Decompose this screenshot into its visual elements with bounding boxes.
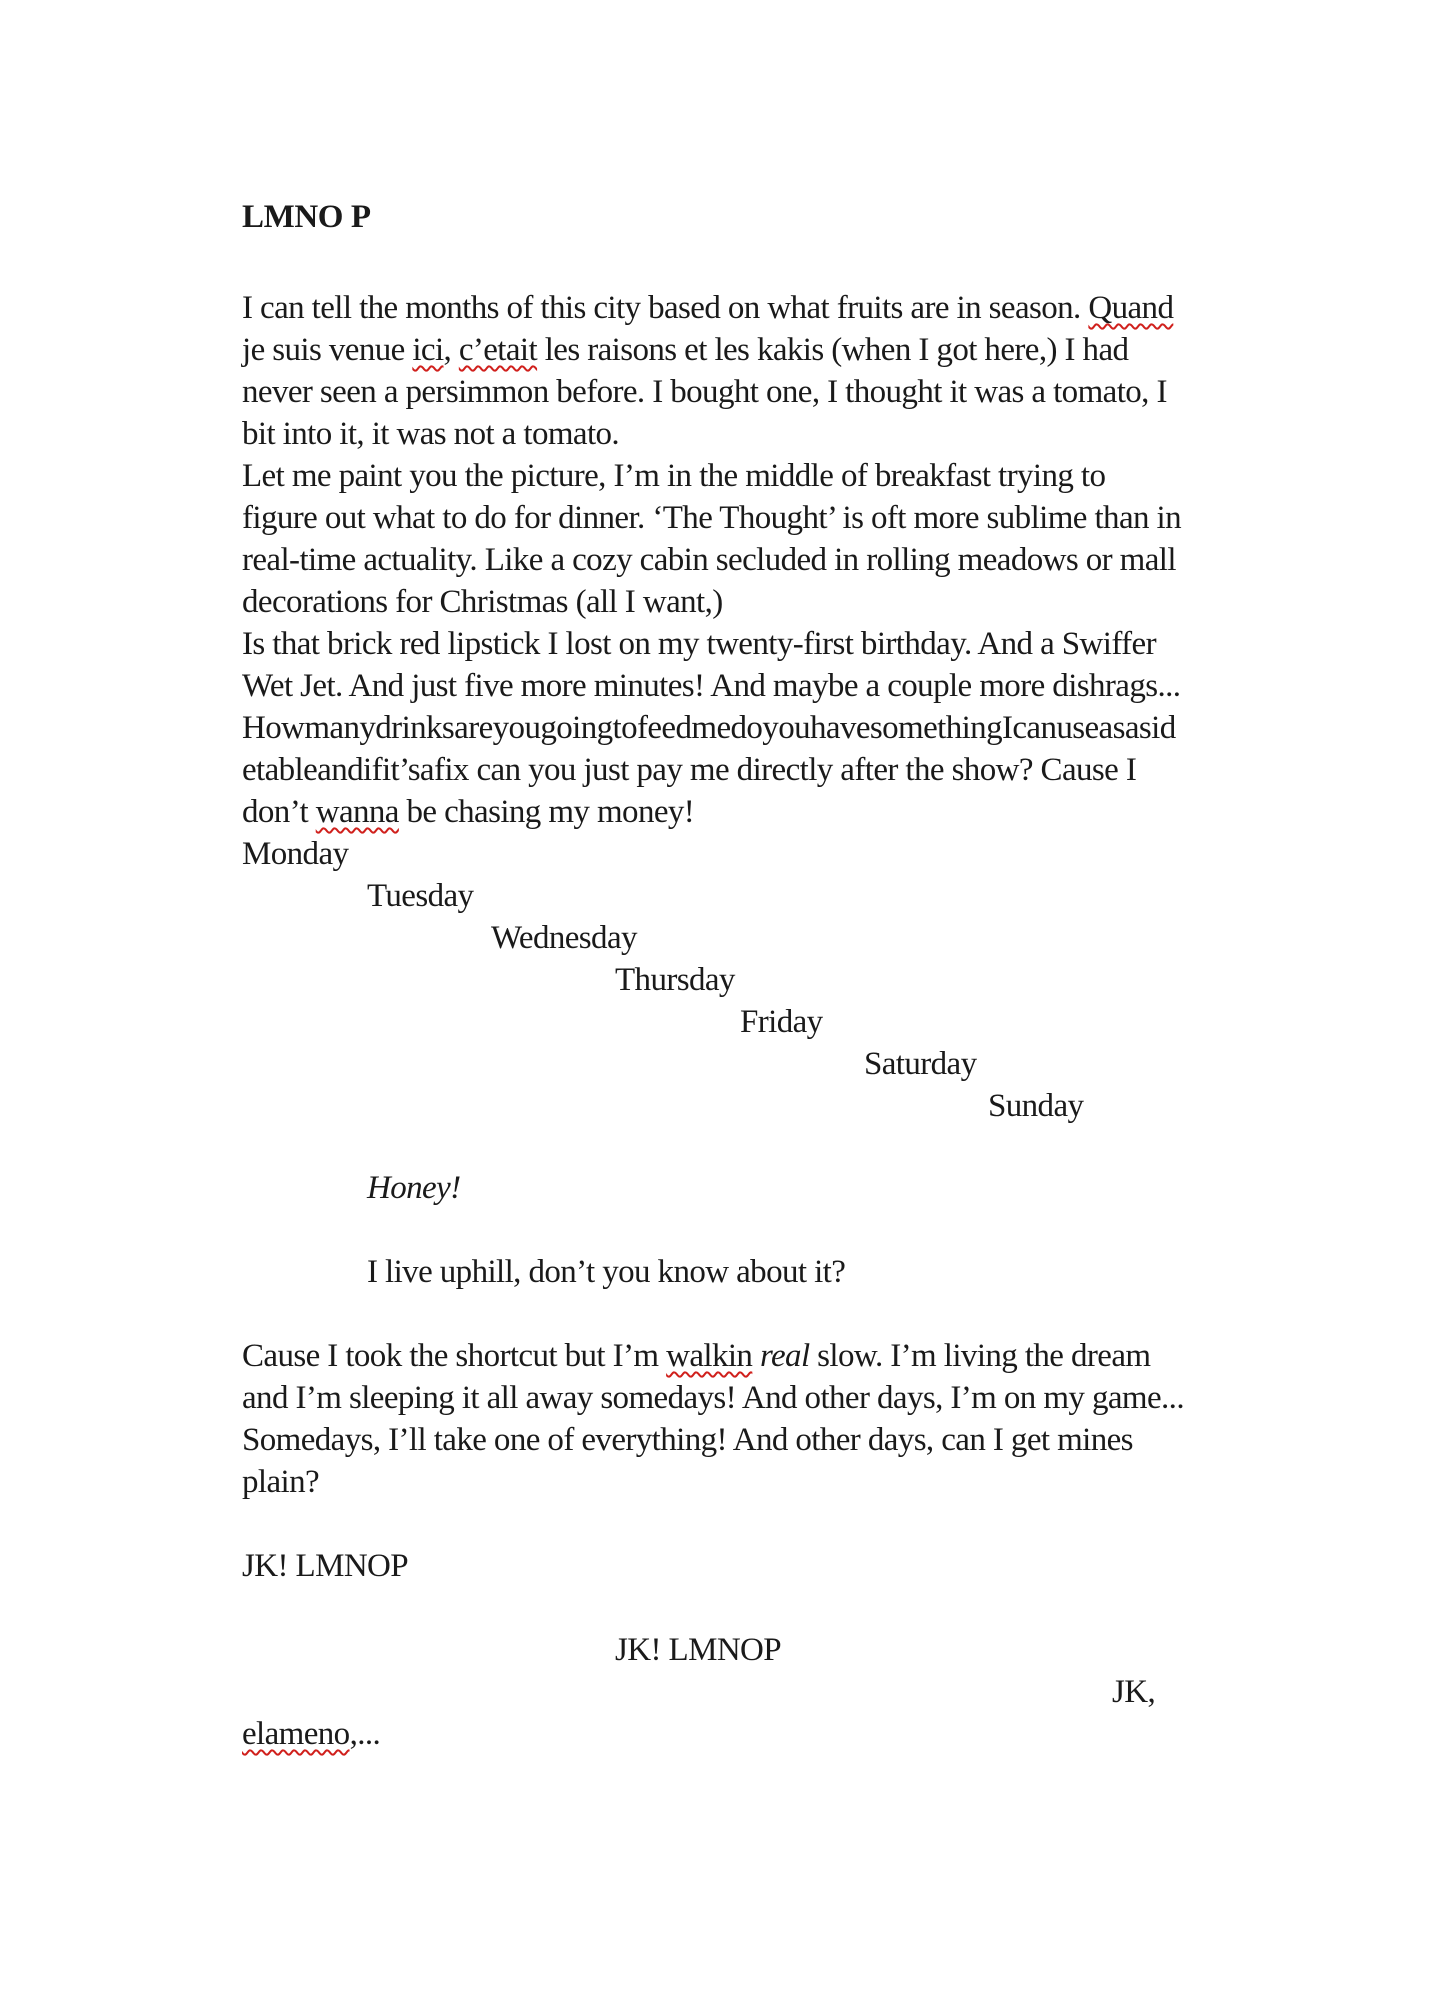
paragraph-1-line-12: etableandifit’safix can you just pay me directly after the show? Cause I (242, 752, 1137, 788)
day-sunday: Sunday (988, 1088, 1084, 1124)
text-run: don’t (242, 794, 316, 830)
honey-text: Honey! (367, 1170, 461, 1206)
uphill-line: I live uphill, don’t you know about it? (367, 1254, 846, 1290)
text-run: ,... (349, 1716, 381, 1752)
day-friday: Friday (740, 1004, 823, 1040)
day-monday: Monday (242, 836, 349, 872)
spellcheck-word: Quand (1088, 290, 1174, 326)
spellcheck-word: wanna (315, 794, 399, 830)
honey-line (367, 1172, 461, 1205)
paragraph-2-line-2: and I’m sleeping it all away somedays! And other days, I’m on my game... (242, 1380, 1184, 1416)
paragraph-1-line-8: decorations for Christmas (all I want,) (242, 584, 723, 620)
text-run: , (443, 332, 459, 368)
spellcheck-word: walkin (666, 1338, 753, 1374)
paragraph-1-line-6: figure out what to do for dinner. ‘The Thought’ is oft more sublime than in (242, 500, 1182, 536)
day-tuesday: Tuesday (367, 878, 474, 914)
text-run: Cause I took the shortcut but I’m (242, 1338, 667, 1374)
day-wednesday: Wednesday (491, 920, 637, 956)
spellcheck-word: elameno (242, 1716, 350, 1752)
text-run: be chasing my money! (398, 794, 695, 830)
paragraph-1-line-2 (242, 334, 1128, 367)
paragraph-2-line-4: plain? (242, 1464, 320, 1500)
page-title: LMNO P (242, 199, 371, 235)
day-saturday: Saturday (864, 1046, 977, 1082)
paragraph-2-line-3: Somedays, I’ll take one of everything! And other days, can I get mines (242, 1422, 1133, 1458)
spellcheck-word: c’etait (458, 332, 538, 368)
paragraph-1-line-9: Is that brick red lipstick I lost on my twenty-first birthday. And a Swiffer (242, 626, 1156, 662)
paragraph-1-line-13 (242, 796, 694, 829)
text-run: je suis venue (242, 332, 413, 368)
jk-line-3: JK, (1112, 1674, 1156, 1710)
paragraph-1-line-11: HowmanydrinksareyougoingtofeedmedoyouhavesomethingIcanuseasasid (242, 710, 1176, 746)
jk-line-1: JK! LMNOP (242, 1548, 409, 1584)
paragraph-1-line-10: Wet Jet. And just five more minutes! And maybe a couple more dishrags... (242, 668, 1181, 704)
paragraph-1-line-5: Let me paint you the picture, I’m in the middle of breakfast trying to (242, 458, 1106, 494)
paragraph-1-line-1 (242, 292, 1173, 325)
emphasis-text: real (759, 1338, 810, 1374)
paragraph-2-line-1 (242, 1340, 1150, 1373)
text-run: les raisons et les kakis (when I got here,) I had (537, 332, 1129, 368)
jk-line-2: JK! LMNOP (615, 1632, 782, 1668)
text-run: slow. I’m living the dream (809, 1338, 1151, 1374)
paragraph-1-line-4: bit into it, it was not a tomato. (242, 416, 620, 452)
day-thursday: Thursday (615, 962, 735, 998)
ending-line (242, 1718, 380, 1751)
paragraph-1-line-3: never seen a persimmon before. I bought one, I thought it was a tomato, I (242, 374, 1167, 410)
text-run: I can tell the months of this city based on what fruits are in season. (242, 290, 1089, 326)
spellcheck-word: ici (412, 332, 444, 368)
paragraph-1-line-7: real-time actuality. Like a cozy cabin secluded in rolling meadows or mall (242, 542, 1176, 578)
